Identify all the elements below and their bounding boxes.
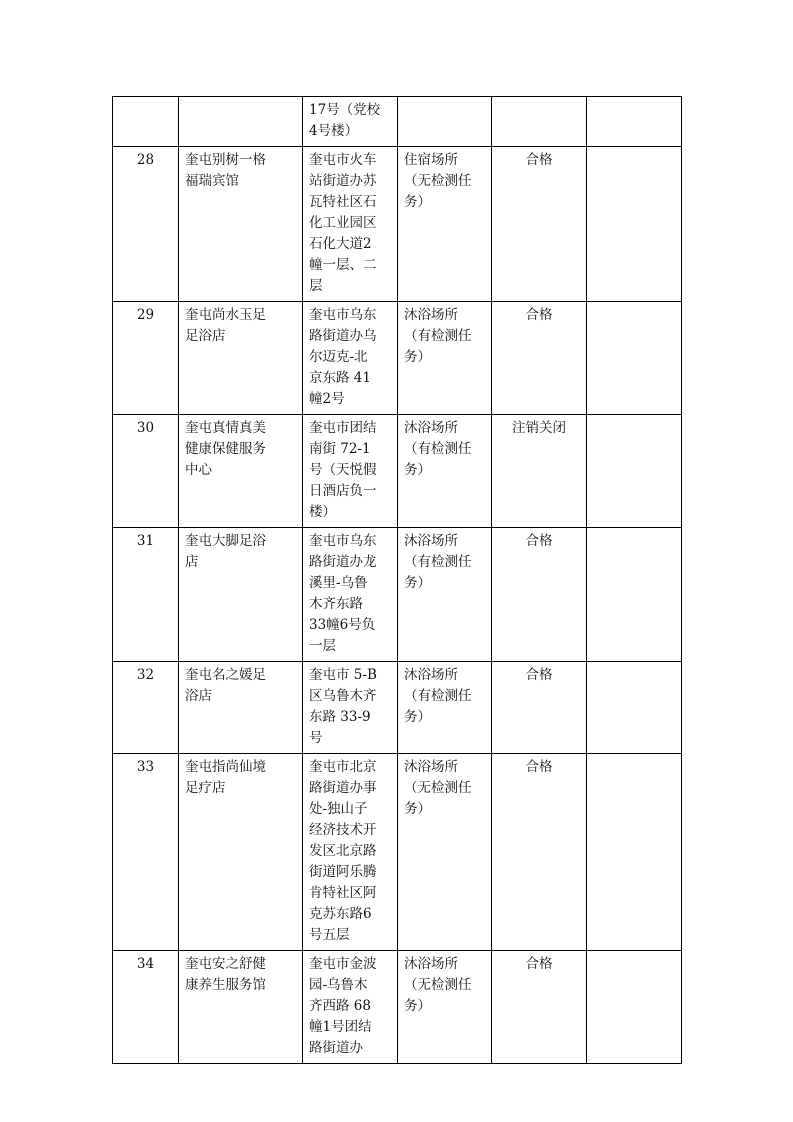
venue-name-cell: 奎屯别树一格 福瑞宾馆 <box>179 147 303 302</box>
venue-address-cell: 奎屯市乌东 路街道办乌 尔迈克-北 京东路 41 幢2号 <box>303 302 398 415</box>
venue-name-cell: 奎屯大脚足浴 店 <box>179 528 303 662</box>
venue-address-cell: 奎屯市乌东 路街道办龙 溪里-乌鲁 木齐东路 33幢6号负 一层 <box>303 528 398 662</box>
remark-cell <box>587 951 682 1064</box>
venue-name-cell: 奎屯尚水玉足 足浴店 <box>179 302 303 415</box>
inspection-result-cell: 合格 <box>492 662 587 754</box>
remark-cell <box>587 302 682 415</box>
row-number-cell: 30 <box>113 415 179 528</box>
venue-address-cell: 奎屯市团结 南街 72-1 号（天悦假 日酒店负一 楼） <box>303 415 398 528</box>
table-row <box>113 415 682 528</box>
row-number-cell: 28 <box>113 147 179 302</box>
inspection-result-cell: 合格 <box>492 528 587 662</box>
table-row <box>113 302 682 415</box>
row-number-cell: 29 <box>113 302 179 415</box>
row-number-cell: 33 <box>113 754 179 951</box>
row-number-cell: 32 <box>113 662 179 754</box>
inspection-table <box>112 96 682 1064</box>
venue-category-cell: 沐浴场所 （有检测任 务） <box>398 528 492 662</box>
venue-category-cell: 沐浴场所 （无检测任 务） <box>398 951 492 1064</box>
remark-cell <box>587 147 682 302</box>
venue-category-cell: 住宿场所 （无检测任 务） <box>398 147 492 302</box>
inspection-result-cell <box>492 97 587 147</box>
table-row <box>113 754 682 951</box>
venue-address-cell: 奎屯市北京 路街道办事 处-独山子 经济技术开 发区北京路 街道阿乐腾 肯特社区阿 克苏东路6 号五层 <box>303 754 398 951</box>
table-row <box>113 147 682 302</box>
row-number-cell <box>113 97 179 147</box>
venue-address-cell: 17号（党校 4号楼） <box>303 97 398 147</box>
table-row <box>113 97 682 147</box>
venue-address-cell: 奎屯市金波 园-乌鲁木 齐西路 68 幢1号团结 路街道办 <box>303 951 398 1064</box>
venue-name-cell: 奎屯真情真美 健康保健服务 中心 <box>179 415 303 528</box>
venue-category-cell <box>398 97 492 147</box>
venue-name-cell: 奎屯安之舒健 康养生服务馆 <box>179 951 303 1064</box>
remark-cell <box>587 97 682 147</box>
venue-address-cell: 奎屯市火车 站街道办苏 瓦特社区石 化工业园区 石化大道2 幢一层、二 层 <box>303 147 398 302</box>
inspection-result-cell: 合格 <box>492 147 587 302</box>
venue-category-cell: 沐浴场所 （无检测任 务） <box>398 754 492 951</box>
venue-name-cell: 奎屯指尚仙境 足疗店 <box>179 754 303 951</box>
venue-name-cell <box>179 97 303 147</box>
venue-name-cell: 奎屯名之媛足 浴店 <box>179 662 303 754</box>
venue-category-cell: 沐浴场所 （有检测任 务） <box>398 415 492 528</box>
inspection-result-cell: 注销关闭 <box>492 415 587 528</box>
venue-category-cell: 沐浴场所 （有检测任 务） <box>398 662 492 754</box>
table-body <box>113 97 682 1064</box>
venue-category-cell: 沐浴场所 （有检测任 务） <box>398 302 492 415</box>
table-row <box>113 951 682 1064</box>
inspection-result-cell: 合格 <box>492 754 587 951</box>
table-row <box>113 662 682 754</box>
row-number-cell: 34 <box>113 951 179 1064</box>
remark-cell <box>587 528 682 662</box>
table-row <box>113 528 682 662</box>
row-number-cell: 31 <box>113 528 179 662</box>
inspection-result-cell: 合格 <box>492 951 587 1064</box>
venue-address-cell: 奎屯市 5-B 区乌鲁木齐 东路 33-9 号 <box>303 662 398 754</box>
remark-cell <box>587 415 682 528</box>
remark-cell <box>587 754 682 951</box>
inspection-result-cell: 合格 <box>492 302 587 415</box>
remark-cell <box>587 662 682 754</box>
